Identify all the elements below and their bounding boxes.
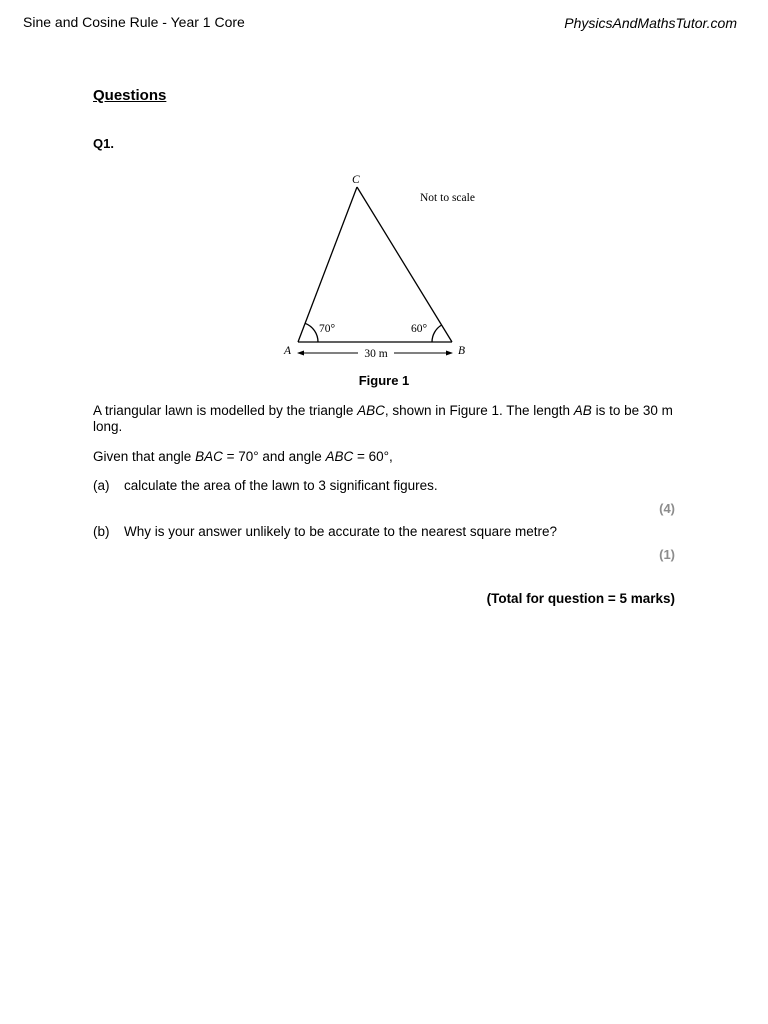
angle-arc-a [305, 323, 318, 342]
question-part-a [93, 478, 438, 494]
total-marks: (Total for question = 5 marks) [486, 591, 675, 606]
triangle-side-ac [298, 187, 357, 342]
part-a-marks: (4) [659, 501, 675, 516]
base-length-label: 30 m [364, 348, 388, 360]
question-part-b [93, 524, 557, 540]
vertex-label-c: C [352, 174, 360, 186]
triangle-side-bc [357, 187, 452, 342]
part-a-text: calculate the area of the lawn to 3 significant figures. [124, 478, 438, 493]
triangle-figure [270, 165, 500, 365]
dimension-arrow-right [446, 351, 453, 356]
question-intro: A triangular lawn is modelled by the triangle ABC, shown in Figure 1. The length AB is to be 30 m long. [93, 403, 673, 434]
vertex-label-b: B [458, 345, 466, 357]
angle-arc-b [432, 325, 442, 342]
dimension-arrow-left [297, 351, 304, 356]
section-title: Questions [93, 87, 167, 104]
angle-label-b: 60° [411, 323, 428, 335]
vertex-label-a: A [284, 345, 292, 357]
not-to-scale-note: Not to scale [420, 192, 475, 204]
part-b-label: (b) [93, 524, 110, 539]
part-a-label: (a) [93, 478, 110, 493]
header-website: PhysicsAndMathsTutor.com [564, 15, 737, 31]
header-title: Sine and Cosine Rule - Year 1 Core [23, 14, 245, 30]
question-number: Q1. [93, 136, 114, 151]
part-b-text: Why is your answer unlikely to be accurate to the nearest square metre? [124, 524, 557, 539]
figure-caption: Figure 1 [358, 373, 410, 388]
part-b-marks: (1) [659, 547, 675, 562]
angle-label-a: 70° [319, 323, 336, 335]
question-given: Given that angle BAC = 70° and angle ABC = 60°, [93, 449, 393, 464]
